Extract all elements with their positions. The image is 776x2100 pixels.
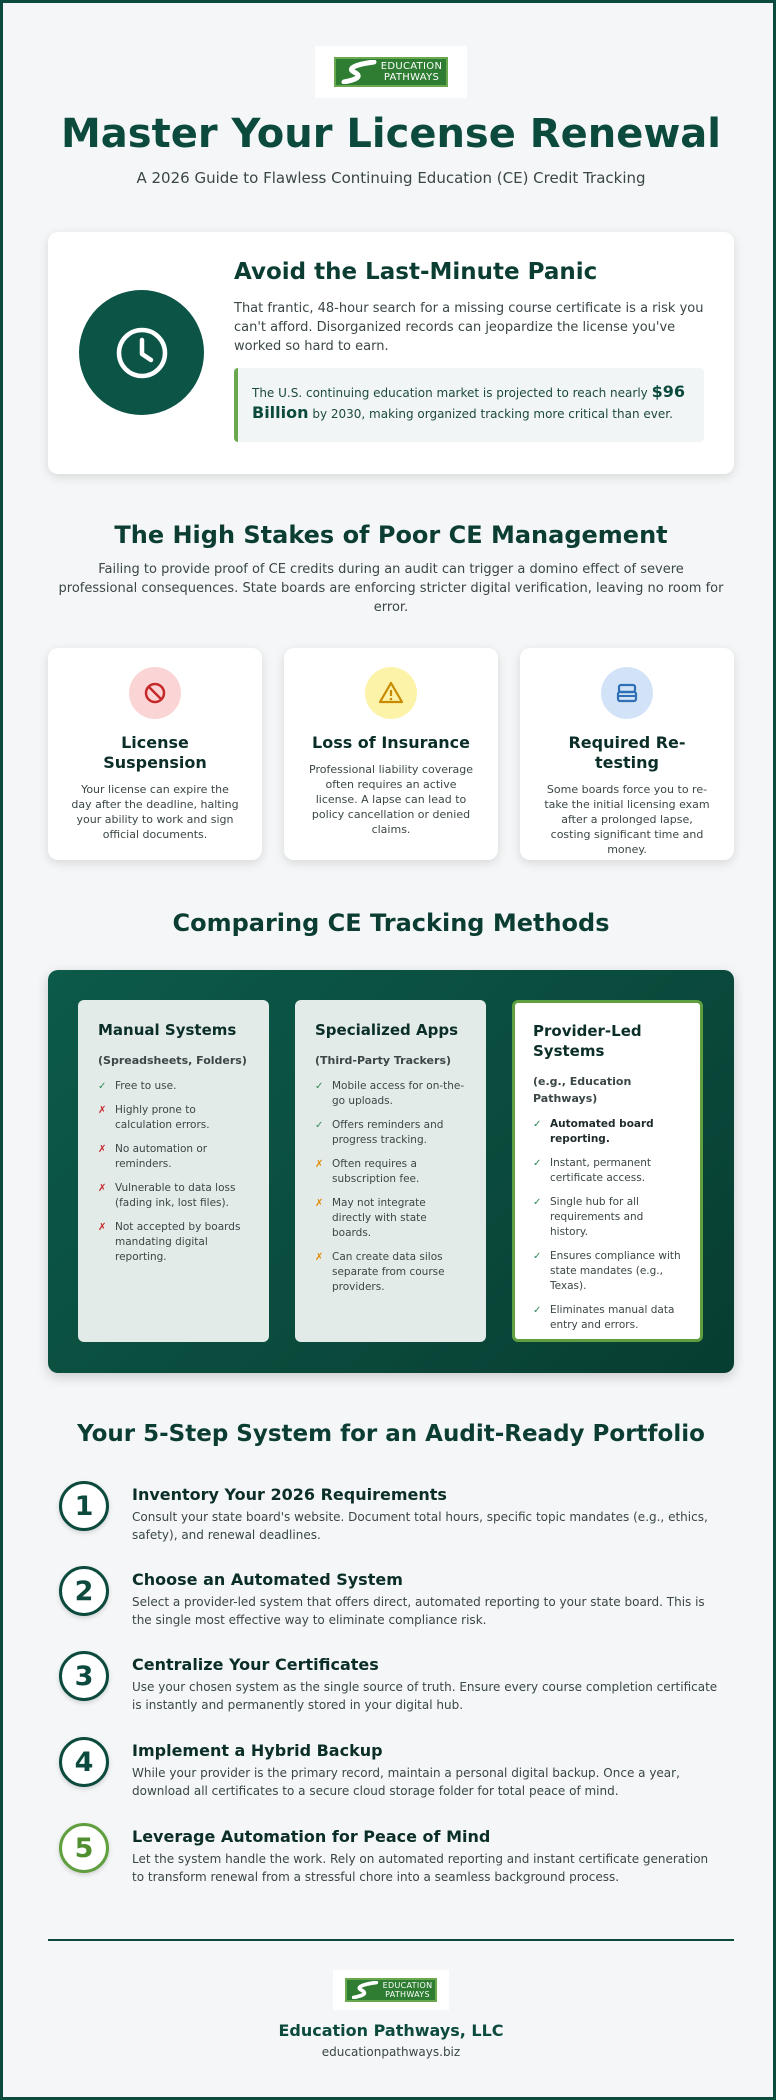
list-item: ✗ Can create data silos separate from course providers. (315, 1251, 445, 1293)
cross-icon: ✗ (315, 1252, 324, 1263)
stake-card-loss-of-insurance (284, 648, 498, 860)
cross-icon: ✗ (98, 1222, 107, 1233)
list-item: ✓ Ensures compliance with state mandates (e.g., Texas). (533, 1250, 681, 1292)
website-link[interactable]: educationpathways.biz (321, 2045, 461, 2059)
road-logo-icon (340, 60, 378, 84)
cross-icon: ✗ (98, 1105, 107, 1116)
method-subtitle: (Third-Party Trackers) (315, 1054, 452, 1067)
step-number: 3 (59, 1651, 109, 1701)
stakes-text: Failing to provide proof of CE credits during an audit can trigger a domino effect of severe professional consequences. State boards are enforcing stricter digital verification, leaving no room for error. (58, 562, 724, 615)
steps-title: Your 5-Step System for an Audit-Ready Portfolio (77, 1421, 705, 1447)
method-title: Provider-Led Systems (533, 1022, 642, 1060)
check-icon: ✓ (533, 1197, 542, 1208)
stake-text: Some boards force you to re-take the initial licensing exam after a prolonged lapse, costing significant time and money. (544, 783, 710, 856)
check-icon: ✓ (533, 1158, 542, 1169)
callout-highlight: $96 Billion (252, 382, 685, 422)
cross-icon: ✗ (98, 1144, 107, 1155)
footer-divider (48, 1939, 734, 1941)
list-item: ✓ Instant, permanent certificate access. (533, 1157, 652, 1184)
stake-title: Required Re-testing (568, 733, 686, 772)
market-callout (234, 368, 704, 442)
check-icon: ✓ (533, 1251, 542, 1262)
prohibited-icon (129, 667, 181, 719)
stake-text: Your license can expire the day after the deadline, halting your ability to work and sign official documents. (71, 783, 239, 841)
road-logo-icon (350, 1981, 380, 1999)
method-list (533, 1117, 682, 1333)
list-item: ✗ Not accepted by boards mandating digital reporting. (98, 1221, 241, 1263)
stake-card-required-retesting (520, 648, 734, 860)
compare-panel (48, 970, 734, 1373)
stake-card-license-suspension (48, 648, 262, 860)
check-icon: ✓ (315, 1081, 324, 1092)
step-number: 1 (59, 1481, 109, 1531)
panic-title: Avoid the Last-Minute Panic (234, 259, 598, 285)
company-name: Education Pathways, LLC (278, 2021, 504, 2040)
callout-text-after: by 2030, making organized tracking more critical than ever. (308, 407, 673, 421)
step-title: Choose an Automated System (132, 1570, 403, 1589)
check-icon: ✓ (98, 1081, 107, 1092)
list-item: ✓ Eliminates manual data entry and errors. (533, 1304, 675, 1331)
header-logo (315, 46, 467, 98)
step-number: 5 (59, 1823, 109, 1873)
step-text: Select a provider-led system that offers direct, automated reporting to your state board. This is the single most effective way to eliminate compliance risk. (132, 1595, 705, 1627)
method-title: Manual Systems (98, 1021, 237, 1039)
list-item: ✗ No automation or reminders. (98, 1143, 208, 1170)
list-item: ✓ Single hub for all requirements and history. (533, 1196, 644, 1238)
page-title: Master Your License Renewal (61, 111, 721, 157)
check-icon: ✓ (533, 1119, 542, 1130)
step-title: Implement a Hybrid Backup (132, 1741, 383, 1760)
step-text: Use your chosen system as the single source of truth. Ensure every course completion certificate is instantly and permanently stored in your digital hub. (132, 1680, 718, 1712)
method-title: Specialized Apps (315, 1021, 459, 1039)
method-subtitle: (e.g., Education Pathways) (533, 1075, 632, 1105)
list-item: ✓ Free to use. (98, 1080, 177, 1092)
list-item: ✓ Offers reminders and progress tracking. (315, 1119, 444, 1146)
logo-text: EDUCATION PATHWAYS (382, 1981, 433, 1999)
method-list (315, 1079, 466, 1295)
step-title: Leverage Automation for Peace of Mind (132, 1827, 491, 1846)
method-subtitle: (Spreadsheets, Folders) (98, 1054, 247, 1067)
cross-icon: ✗ (98, 1183, 107, 1194)
method-card-provider-led (512, 1000, 703, 1342)
panic-card (48, 232, 734, 474)
step-title: Inventory Your 2026 Requirements (132, 1485, 447, 1504)
stakes-title: The High Stakes of Poor CE Management (114, 521, 668, 549)
step-text: While your provider is the primary record, maintain a personal digital backup. Once a year, download all certificates to a secure cloud storage folder for total peace of mind. (132, 1766, 680, 1798)
cross-icon: ✗ (315, 1198, 324, 1209)
compare-title: Comparing CE Tracking Methods (172, 909, 610, 937)
list-item: ✓ Automated board reporting. (533, 1118, 654, 1145)
stake-text: Professional liability coverage often requires an active license. A lapse can lead to policy cancellation or denied claims. (309, 763, 473, 836)
stake-title: License Suspension (103, 733, 207, 772)
method-list (98, 1079, 249, 1265)
list-item: ✓ Mobile access for on-the-go uploads. (315, 1080, 465, 1107)
step-number: 4 (59, 1737, 109, 1787)
step-title: Centralize Your Certificates (132, 1655, 379, 1674)
panic-text: That frantic, 48-hour search for a missing course certificate is a risk you can't afford. Disorganized records can jeopardize the license you've worked so hard to earn. (234, 301, 704, 354)
list-item: ✗ May not integrate directly with state boards. (315, 1197, 427, 1239)
step-text: Consult your state board's website. Document total hours, specific topic mandates (e.g., ethics, safety), and renewal deadlines. (132, 1510, 708, 1542)
page-subtitle: A 2026 Guide to Flawless Continuing Education (CE) Credit Tracking (136, 169, 646, 187)
step-text: Let the system handle the work. Rely on automated reporting and instant certificate generation to transform renewal from a stressful chore into a seamless background process. (132, 1852, 709, 1884)
method-card-specialized-apps (295, 1000, 486, 1342)
cross-icon: ✗ (315, 1159, 324, 1170)
check-icon: ✓ (533, 1305, 542, 1316)
clock-icon (79, 290, 204, 415)
stake-title: Loss of Insurance (312, 733, 470, 752)
step-number: 2 (59, 1566, 109, 1616)
method-card-manual (78, 1000, 269, 1342)
exam-icon (601, 667, 653, 719)
list-item: ✗ Vulnerable to data loss (fading ink, lost files). (98, 1182, 236, 1209)
logo-text: EDUCATION PATHWAYS (380, 61, 443, 83)
callout-text-before: The U.S. continuing education market is projected to reach nearly (252, 386, 652, 400)
footer-logo (333, 1970, 449, 2010)
warning-icon (365, 667, 417, 719)
list-item: ✗ Highly prone to calculation errors. (98, 1104, 210, 1131)
list-item: ✗ Often requires a subscription fee. (315, 1158, 420, 1185)
check-icon: ✓ (315, 1120, 324, 1131)
